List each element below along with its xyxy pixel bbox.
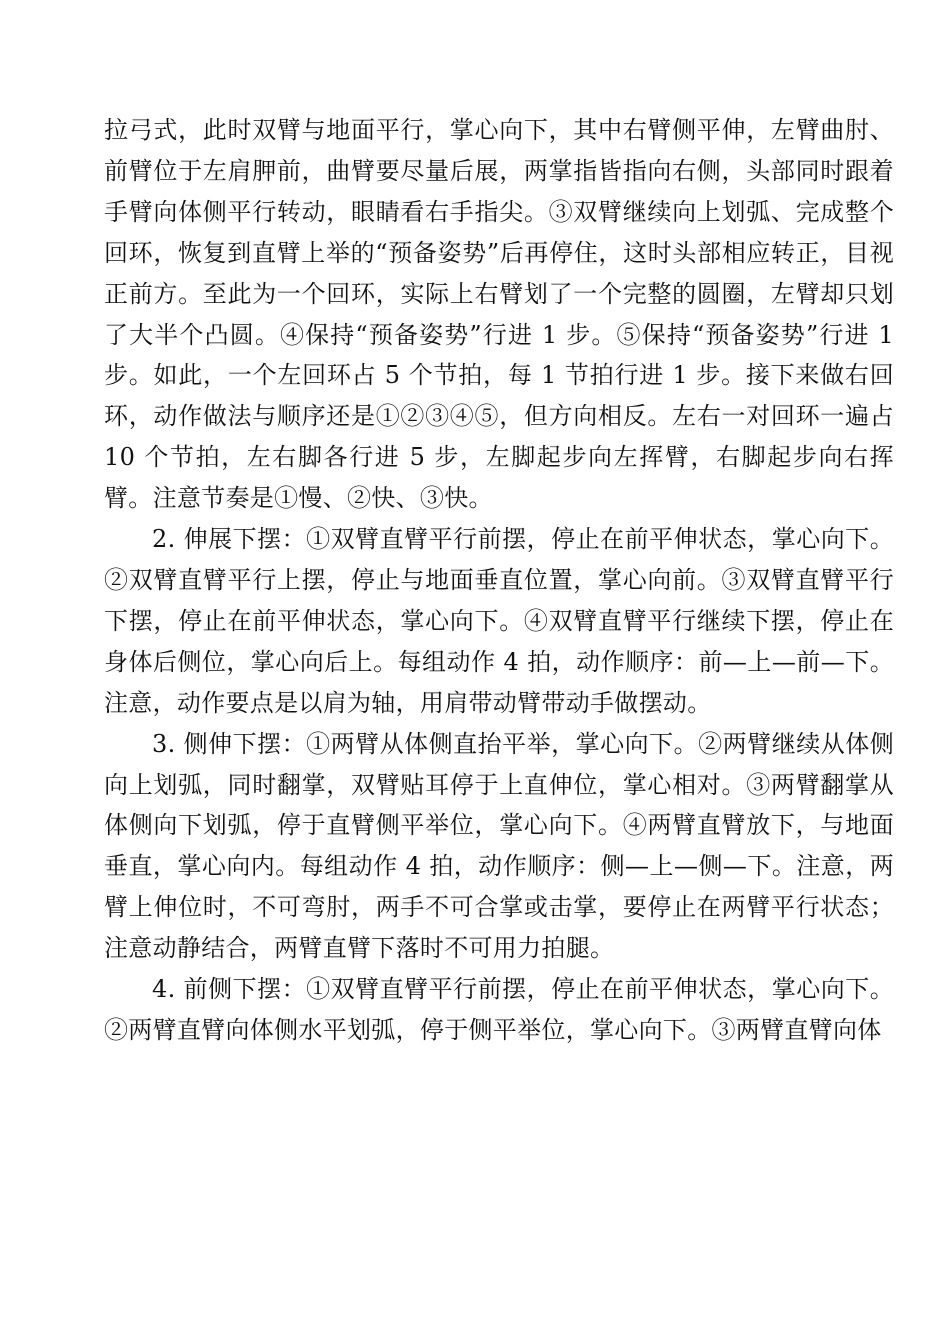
paragraph-1: 拉弓式，此时双臂与地面平行，掌心向下，其中右臂侧平伸，左臂曲肘、前臂位于左肩胛前，曲臂要尽量后展，两掌指皆指向右侧，头部同时跟着手臂向体侧平行转动，眼睛看右手指尖。③双臂继续向上划弧、完成整个回环，恢复到直臂上举的“预备姿势”后再停住，这时头部相应转正，目视正前方。至此为一个回环，实际上右臂划了一个完整的圆圈，左臂却只划了大半个凸圆。④保持“预备姿势”行进 1 步。⑤保持“预备姿势”行进 1 步。如此，一个左回环占 5 个节拍，每 1 节拍行进 1 步。接下来做右回环，动作做法与顺序还是①②③④⑤，但方向相反。左右一对回环一遍占 10 个节拍，左右脚各行进 5 步，左脚起步向左挥臂，右脚起步向右挥臂。注意节奏是①慢、②快、③快。: [104, 116, 894, 513]
paragraph-3: 3. 侧伸下摆：①两臂从体侧直抬平举，掌心向下。②两臂继续从体侧向上划弧，同时翻掌，双臂贴耳停于上直伸位，掌心相对。③两臂翻掌从体侧向下划弧，停于直臂侧平举位，掌心向下。④两臂直臂放下，与地面垂直，掌心向内。每组动作 4 拍，动作顺序：侧—上—侧—下。注意，两臂上伸位时，不可弯肘，两手不可合掌或击掌，要停止在两臂平行状态；注意动静结合，两臂直臂下落时不可用力拍腿。: [104, 729, 894, 963]
paragraph-2: 2. 伸展下摆：①双臂直臂平行前摆，停止在前平伸状态，掌心向下。②双臂直臂平行上摆，停止与地面垂直位置，掌心向前。③双臂直臂平行下摆，停止在前平伸状态，掌心向下。④双臂直臂平行继续下摆，停止在身体后侧位，掌心向后上。每组动作 4 拍，动作顺序：前—上—前—下。注意，动作要点是以肩为轴，用肩带动臂带动手做摆动。: [104, 525, 894, 717]
document-page: [104, 110, 894, 1051]
paragraph-4: 4. 前侧下摆：①双臂直臂平行前摆，停止在前平伸状态，掌心向下。②两臂直臂向体侧水平划弧，停于侧平举位，掌心向下。③两臂直臂向体: [104, 975, 894, 1044]
